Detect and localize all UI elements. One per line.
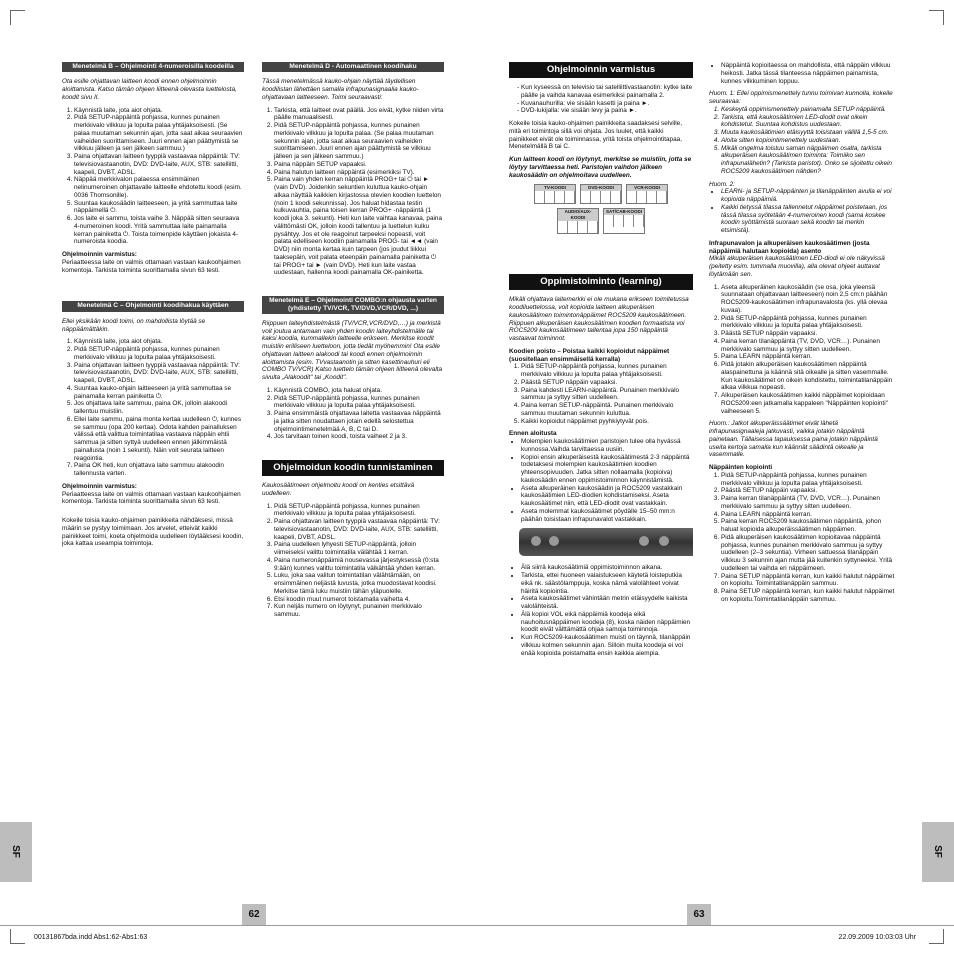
right-column-2: [709, 62, 895, 872]
section-title-verify: Ohjelmoinnin varmistus: [509, 62, 693, 78]
right-page: [477, 0, 954, 954]
sat-cab-code-box: SAT/CAB-KOODI: [603, 208, 645, 234]
method-b-intro: Ota esille ohjattavan laitteen koodi ennen ohjelmoinnin aloittamista. Katso tämän ohjeen liitteenä olevasta luettelosta, koodit sivu II.: [62, 78, 237, 101]
list-item: 2. Pidä SETUP-näppäintä pohjassa, kunnes punainen merkkivalo vilkkuu ja lopulta palaa yhtäjaksoisesti.: [721, 315, 895, 331]
section-title-learning: Oppimistoiminto (learning): [509, 274, 693, 290]
list-item: 7. Alkuperäisen kaukosäätimen kaikki näppäimet kopioidaan ROC5209:een jatkamalla kappaleen "Näppäinten kopiointi" vaiheeseen 5.: [721, 392, 895, 415]
list-item: 3. Paina ohjattavan laitteen tyyppiä vastaavaa näppäintä: TV: televisiovastaanotin, DVD: DVD-laite, AUX, STB: satelliitti, kaapeli, DVBT, ADSL.: [74, 153, 244, 176]
left-column-1: [62, 62, 244, 842]
list-item: 4. Paina kerran tilanäppäintä (TV, DVD, VCR…). Punainen merkkivalo sammuu ja syttyy sitten uudelleen.: [721, 338, 895, 354]
footer-rule: [0, 925, 954, 926]
method-e-steps: [262, 387, 444, 441]
list-item: 7. Kun neljäs numero on löytynyt, punainen merkkivalo sammuu.: [274, 603, 444, 619]
method-c-steps: [62, 338, 244, 478]
page-number: 63: [687, 904, 711, 926]
left-column-2: [262, 62, 444, 842]
list-item: • Aseta kaukosäätimet vähintään metrin etäisyydelle kaikista valolähteistä.: [521, 595, 693, 611]
list-item: 2. Paina ohjattavan laitteen tyyppiä vastaavaa näppäintä: TV: televisiovastaanotin, DVD: DVD-laite, AUX, STB: satelliitti, kaapeli, DVBT, ADSL.: [274, 518, 444, 541]
list-item: • Tarkista, ettei huoneen valaistukseen käytetä loisteputkia eikä nk. säästölamppuja, koska nämä valolähteet voivat häiritä kopiointia.: [521, 572, 693, 595]
before-title: Ennen aloitusta: [509, 430, 557, 438]
list-item: 2. Pidä SETUP-näppäintä pohjassa, kunnes punainen merkkivalo vilkkuu ja lopulta palaa yhtäjaksoisesti.: [274, 395, 444, 411]
vcr-code-box: VCR-KOODI: [626, 184, 668, 204]
learn-top-items: [709, 62, 895, 85]
list-item: • Molempien kaukosäätimien paristojen tulee olla hyvässä kunnossa.Vaihda tarvittaessa uusiin.: [521, 438, 693, 454]
copy-title: Näppäinten kopiointi: [709, 464, 773, 471]
list-item: 2. Pidä SETUP-näppäintä pohjassa, kunnes punainen merkkivalo vilkkuu ja lopulta palaa yhtäjaksoisesti.: [74, 346, 244, 362]
note2-title: Huom. 2:: [709, 180, 735, 188]
list-item: 3. Paina kahdesti LEARN-näppäintä. Punainen merkkivalo sammuu ja syttyy sitten uudelleen.: [521, 387, 693, 403]
method-c-check-title: Ohjelmoinnin varmistus:: [62, 482, 137, 490]
list-item: 3. Paina näppäin SETUP vapaaksi.: [274, 161, 444, 169]
list-item: 6. Ellei laite sammu, paina monta kertaa uudelleen ⏻, kunnes se sammuu (opa 200 kertaa). Odota kahden painalluksen välissä että valittua toimintatilaa vastaava näppäin ehtii sammua ja sitten syttyä uudelleen ennen jälkimmäistä painallusta (noin 1 sekunti). Näin voit seurata laitteen reagointia.: [74, 416, 244, 463]
list-item: 4. Paina LEARN näppäintä kerran.: [721, 511, 895, 519]
list-item: 5. Mikäli ongelma toistuu saman näppäimen osalta, tarkista alkuperäisen kaukosäätimen toiminta: Toimiiko sen infrapunalähetin? (Tarkista paristot). Onko se sijoitettu oikein ROC5209 kaukosäätimen nähden?: [721, 145, 895, 176]
list-item: 6. Pidä alkuperäisen kaukosäätimen kopioitavaa näppäintä pohjassa, kunnes punainen merkkivalo sammuu ja syttyy uudelleen (2–3 sekuntia). Virheen sattuessa tilanäppäin vilkkuu 3 sekunnin ajan mutta jää kuitenkin syttyneeksi. Yritä uudelleen tai vaihda eri näppäimeen.: [721, 534, 895, 573]
list-item: • Älä siirrä kaukosäätimiä oppimistoiminnon aikana.: [521, 564, 693, 572]
method-e-intro: Riippuen laiteyhdistelmästä (TV/VCR,VCR/DVD,…) ja merkistä voit joutua antamaan vain yhden koodin laiteyhdistelmälle tai kaksi koodia, kummallekin laitteelle erikseen. Merkitse koodit muistiin erilliseen luetteloon, jotta tiedät myöhemmin! Ota esille ohjattavan laitteen alakoodi tai koodi ennen ohjelmoinnin aloittamista (esim. TVvastaanotin ja sitten kasettinauhuri eli COMBO TV/VCR) Katso luettelo tämän ohjeen liitteenä olevalta sivulta „Alakoodit" tai „Koodit".: [262, 319, 443, 382]
method-b-check-text: Periaatteessa laite on valmis ottamaan vastaan kaukoohjaimen komentoja. Tarkista toiminta suorittamalla sivun 63 testi.: [62, 258, 241, 274]
note1-steps: [709, 106, 895, 176]
list-item: • LEARN- ja SETUP-näppäinten ja tilanäppäinten avulla ei voi kopioida näppäimiä.: [721, 188, 895, 204]
delete-steps: [509, 363, 693, 425]
list-item: • Kaikki tietyssä tilassa tallennetut näppäimet poistetaan, jos tässä tilassa syötetään 4-numeroinen koodi (sama koskee koodin syöttämistä suoraan sekä koodin tai merkin etsimistä).: [721, 204, 895, 235]
section-title-method-b: Menetelmä B – Ohjelmointi 4-numeroisilla koodeilla: [62, 62, 244, 72]
section-title-code-identify: Ohjelmoidun koodin tunnistaminen: [262, 460, 444, 476]
tv-code-box: TV-KOODI: [534, 184, 576, 204]
list-item: 8. Paina SETUP näppäintä kerran, kun kaikki halutut näppäimet on kopioitu.Toimintatilanäppäin sammuu.: [721, 588, 895, 604]
list-item: 4. Aloita sitten kopiointimenettely uudestaan.: [721, 137, 895, 145]
list-item: 7. Paina SETUP näppäintä kerran, kun kaikki halutut näppäimet on kopioitu. Toimintatilanäppäin sammuu.: [721, 573, 895, 589]
list-item: 1. Pidä SETUP-näppäintä pohjassa, kunnes punainen merkkivalo vilkkuu ja lopulta palaa yhtäjaksoisesti.: [521, 363, 693, 379]
list-item: 1. Käynnistä laite, jota aiot ohjata.: [74, 107, 244, 115]
ir-steps: [709, 284, 895, 416]
code-identify-intro: Kaukosäätimeen ohjelmoitu koodi on kenties etsittävä uudelleen.: [262, 482, 415, 497]
section-title-method-c: Menetelmä C – Ohjelmointi koodihakua käyttäen: [62, 301, 244, 311]
delete-title: Koodien poisto – Poistaa kaikki kopioidut näppäimet (suositellaan ensimmäisellä kerralla): [509, 347, 670, 363]
page-number: 62: [242, 904, 266, 926]
list-item: • Kopioi ensin alkuperäisestä kaukosäätimestä 2-3 näppäintä todetaksesi molempien kaukosäätimien koodien yhteensopivuuden. Jatka sitten nollaamalla (kopioiva) kaukosäädin ennen oppimistoiminnon käynnistämistä.: [521, 454, 693, 485]
ir-title: Infrapunavalon ja alkuperäisen kaukosäätimen (josta näppäimiä halutaan kopioida) asento: [709, 239, 870, 255]
list-item: 5. Luku, joka saa valitun toimintatilan välähtämään, on ensimmäinen neljästä luvusta, jotka muodostavat koodisi. Merkitse tämä luku muistiin tähän yläpuolelle.: [274, 572, 444, 595]
crop-mark: [10, 10, 25, 25]
list-item: • Aseta molemmat kaukosäätimet pöydälle 15–50 mm:n päähän toisistaan infrapunavalot vastakkain.: [521, 508, 693, 524]
verify-text: Kokeile toisia kauko-ohjaimen painikkeita saadaksesi selville, mitä eri toimintoja sillä voi ohjata. Jos luulet, että kaikki painikkeet eivät ole toiminnassa, yritä toista ohjelmointitapaa, Menetelmällä B tai C.: [509, 120, 682, 151]
method-b-check-title: Ohjelmoinnin varmistus:: [62, 251, 137, 259]
list-item: 5. Kaikki kopioidut näppäimet pyyhkiytyvät pois.: [521, 418, 693, 426]
note2-items: [709, 188, 895, 235]
crop-mark: [929, 929, 944, 944]
list-item: 1. Keskeytä oppimismenettely painamalla SETUP näppäintä.: [721, 106, 895, 114]
language-side-tab: SF: [922, 822, 954, 882]
verify-note: Kun laitteen koodi on löytynyt, merkitse se muistiin, jotta se löytyy tarvittaessa heti. Paristojen vaihdon jälkeen kaukosäädin on ohjelmoitava uudelleen.: [509, 156, 692, 179]
crop-mark: [10, 929, 25, 944]
right-column-1: [509, 62, 693, 872]
learning-intro: Mikäli ohjattava laitemerkki ei ole mukana erikseen toimitetussa koodiluettelossa, voit kopioida laitteen alkuperäisen kaukosäätimen toimintonäppäimet ROC5209 kaukosäätimeen. Riippuen alkuperäisen kaukosäätimen koodien formaatista voi ROC5209 kaukosäätimeen tallentaa jopa 150 näppäintä vastaavat toiminnot.: [509, 296, 689, 342]
list-item: 1. Tarkista, että laitteet ovat päällä. Jos eivät, kytke niiden virta päälle manuaalisesti.: [274, 107, 444, 123]
list-item: 4. Paina kerran SETUP-näppäintä. Punainen merkkivalo sammuu muutaman sekunnin kuluttua.: [521, 402, 693, 418]
list-item: • Aseta alkuperäinen kaukosäädin ja ROC5209 vastakkain kaukosäätimien LED-diodien kohdistamiseksi. Aseta kaukosäätimet niin, että LED-diodit ovat vastakkain.: [521, 485, 693, 508]
remote-alignment-image: [519, 528, 693, 556]
method-d-steps: [262, 107, 444, 278]
list-item: 1. Aseta alkuperäinen kaukosäädin (se osa, joka yleensä suunnataan ohjattavaan laitteeseen) noin 2,5 cm:n päähän ROC5209-kaukosäätimen infrapunavalosta (ks. yllä olevaa kuvaa).: [721, 284, 895, 315]
method-d-intro: Tässä menetelmässä kauko-ohjain näyttää täydellisen koodilistan lähettäen samalla infrapunasignaalia kauko-ohjattavaan laitteeseen. Toimi seuraavasti:: [262, 78, 419, 101]
list-item: 1. Käynnistä COMBO, jota haluat ohjata.: [274, 387, 444, 395]
list-item: 2. Pidä SETUP-näppäintä pohjassa, kunnes punainen merkkivalo vilkkuu ja lopulta palaa yhtäjaksoisesti. (Se palaa muutaman sekunnin ajan, jotta saat aikaa seuraavien vaiheiden suorittamiseen. Juuri ennen ajan päättymistä se vilkkuu jälleen ja sen jälkeen sammuu.): [74, 114, 244, 153]
list-item: 3. Paina uudelleen lyhyesti SETUP-näppäintä, jolloin viimeiseksi valittu toimintatila välähtää 1 kerran.: [274, 541, 444, 557]
section-title-method-d: Menetelmä D - Automaattinen koodihaku: [262, 62, 444, 72]
list-item: 1. Käynnistä laite, jota aiot ohjata.: [74, 338, 244, 346]
copy-steps: [709, 472, 895, 604]
note3: Huom.: Jatkot alkuperäissäätimet eivät lähetä infrapunasignaaleja jatkuvasti, vaikka jotakin näppäintä painetaan. Tällaisessa tapauksessa paina jotakin näppäintä useita kertoja samalla kun käännät säädintä oikealle ja vasemmalle.: [709, 420, 878, 459]
list-item: • Kun ROC5209-kaukosäätimen muisti on täynnä, tilanäppäin vilkkuu kolmen sekunnin ajan. Silloin muita koodeja ei voi enää kopioida poistamatta ensin kaikkia aiempia.: [521, 634, 693, 657]
list-item: 4. Paina halutun laitteen näppäintä (esimerkiksi TV).: [274, 169, 444, 177]
before-items: [509, 438, 693, 523]
device-code-row-bottom: [509, 208, 693, 234]
list-item: 5. Paina kerran ROC5209 kaukosäätimen näppäintä, johon haluat kopioida alkuperäissäätimen näppäimen.: [721, 518, 895, 534]
list-item: - Kuvanauhurilla: vie sisään kasetti ja paina ►.: [521, 100, 693, 108]
method-b-steps: [62, 107, 244, 247]
list-item: 4. Paina numeronäppäimiä nousevassa järjestyksessä (0:sta 9:ään) kunnes valittu toimintatila välkähtää yhden kerran.: [274, 557, 444, 573]
list-item: • Älä kopioi VOL eikä näppäimiä koodeja eikä nauhoitusnäppäimen koodeja (8), koska näiden näppäimien koodit eivät välttämättä ohjaa samoja toiminnoja.: [521, 611, 693, 634]
list-item: 5. Jos ohjattava laite sammuu, paina OK, jolloin alakoodi tallentuu muistiin.: [74, 400, 244, 416]
list-item: 6. Pidä jotakin alkuperäisen kaukosäätimen näppäintä alaspainettuna ja käännä sitä oikealle ja sitten vasemmalle. Kun kaukosäätimet on oikein kohdistettu, toimintatilanäppäin alkaa vilkkua nopeasti.: [721, 361, 895, 392]
method-c-intro: Ellei yksikään koodi toimi, on mahdollista löytää se näppäämättäkin.: [62, 317, 206, 333]
verify-items: [509, 84, 693, 115]
list-item: - DVD-lukijalla: vie sisään levy ja paina ►.: [521, 107, 693, 115]
list-item: 2. Päästä SETUP näppäin vapaaksi.: [521, 379, 693, 387]
list-item: 4. Jos tarvitaan toinen koodi, toista vaiheet 2 ja 3.: [274, 433, 444, 441]
list-item: 5. Suuntaa kaukosäädin laitteeseen, ja yritä sammuttaa laite näppäimellä ⏻.: [74, 200, 244, 216]
audio-aux-code-box: AUDIO/AUX-KOODI: [557, 208, 599, 234]
list-item: - Kun kyseessä on televisio tai satelliittivastaanotin: kytke laite päälle ja vaihda kanavaa esimerkiksi painamalla 2.: [521, 84, 693, 100]
list-item: 1. Pidä SETUP-näppäintä pohjassa, kunnes punainen merkkivalo vilkkuu ja lopulta palaa yhtäjaksoisesti.: [274, 503, 444, 519]
device-code-row-top: [509, 184, 693, 204]
method-c-check-text: Periaatteessa laite on valmis ottamaan vastaan kaukoohjaimen komentoja. Tarkista toiminta suorittamalla sivun 63 testi.: [62, 490, 241, 506]
footer-file-info: 00131867bda.indd Abs1:62-Abs1:63: [34, 934, 148, 941]
list-item: 1. Pidä SETUP-näppäintä pohjassa, kunnes punainen merkkivalo vilkkuu ja lopulta palaa yhtäjaksoisesti.: [721, 472, 895, 488]
device-code-grid: [509, 184, 693, 234]
crop-mark: [929, 10, 944, 25]
list-item: 5. Paina LEARN näppäintä kerran.: [721, 353, 895, 361]
list-item: 2. Pidä SETUP-näppäintä pohjassa, kunnes punainen merkkivalo vilkkuu ja lopulta palaa. (Se palaa muutaman sekunnin ajan, jotta saat aikaa seuraavien vaiheiden suorittamiseen. Juuri ennen ajan päättymistä se vilkkuu jälleen ja sen jälkeen sammuu.): [274, 122, 444, 161]
list-item: 4. Suuntaa kauko-ohjain laitteeseen ja yritä sammuttaa se painamalla kerran painiketta ⏻.: [74, 385, 244, 401]
method-c-outro: Kokeile toisia kauko-ohjaimen painikkeita nähdäksesi, missä määrin se pystyy toimimaan. Jos arvelet, etteivät kaikki painikkeet toimi, koeta ohjelmoida uudelleen löytääksesi koodin, joka kattaa useampia toimintoja.: [62, 517, 244, 548]
list-item: 2. Päästä SETUP näppäin vapaaksi.: [721, 487, 895, 495]
code-identify-steps: [262, 503, 444, 619]
list-item: 2. Tarkista, että kaukosäätimien LED-diodit ovat oikein kohdistetut. Suuntaa kohdistus uudestaan.: [721, 114, 895, 130]
list-item: 3. Paina ensimmäistä ohjattavaa laitetta vastaavaa näppäintä ja jatka sitten noudattaen jotain edellä selostettua ohjelmointimenetelmää A, B, C tai D.: [274, 410, 444, 433]
more-items: [509, 564, 693, 657]
list-item: 5. Paina vain yhden kerran näppäintä PROG+ tai ⏻ tai ► (vain DVD). Joidenkin sekuntien kuluttua kauko-ohjain alkaa näyttää kaikkien kirjastossa olevien koodien luettelon (noin 1 koodi sekunnissa). Jos haluat hidastaa testin kulkuvauhtia, paina toisen kerran PROG+ -näppäintä (1 koodi joka 3. sekunti). Heti kun laite vaihtaa kanavaa, paina välittömästi OK, jolloin koodi tallentuu ja luettelun kulku pysähtyy. Jos et ole reagoinut tarpeeksi nopeasti, voit palata edelliseen koodiin painamalla PROG- tai ◄◄ (vain DVD) niin monta kertaa kuin tarpeen (jos joudut liikkui taaksepäin, voit palata eteenpäin painamalla painiketta ⏻ tai PROG+ tai ► (vain DVD). Heti kun laite vastaa uudestaan, hallenna koodi painamalla OK-painiketta.: [274, 176, 444, 277]
list-item: 6. Etsi koodin muut numerot toistamalla vaihetta 4.: [274, 596, 444, 604]
list-item: 6. Jos laite ei sammu, toista vaihe 3. Näppää sitten seuraava 4-numeroinen koodi. Yritä sammuttaa laite painamalla kerran painiketta ⏻. Toista toimenpide käyttäen jokaista 4-numeroista koodia.: [74, 215, 244, 246]
list-item: 3. Paina ohjattavan laitteen tyyppiä vastaavaa näppäintä: TV: televisiovastaanotin, DVD: DVD-laite, AUX, STB: satelliitti, kaapeli, DVBT, ADSL.: [74, 362, 244, 385]
list-item: 7. Paina OK heti, kun ohjattava laite sammuu alakoodin tallennusta varten.: [74, 462, 244, 478]
footer-date: 22.09.2009 10:03:03 Uhr: [838, 934, 916, 941]
list-item: 3. Paina kerran tilanäppäintä (TV, DVD, VCR…). Punainen merkkivalo sammuu ja syttyy sitten uudelleen.: [721, 495, 895, 511]
dvd-code-box: DVD-KOODI: [580, 184, 622, 204]
list-item: 4. Näppää merkkivalon palaessa ensimmäinen nelinumeroinen ohjattavalle laitteelle ehdotettu koodi (esim. 0036 Thomsonille).: [74, 176, 244, 199]
list-item: 3. Päästä SETUP näppäin vapaaksi.: [721, 330, 895, 338]
list-item: 3. Muuta kaukosäätimien etäisyyttä toisistaan välillä 1,5-5 cm.: [721, 129, 895, 137]
ir-intro: Mikäli alkuperäisen kaukosäätimen LED-diodi ei ole näkyvissä (peitetty esim. tummalla muovilla), alla olevat ohjeet auttavat löytämään sen.: [709, 255, 885, 278]
note1-title: Huom. 1: Ellei oppimismenettely tunnu toimivan kunnolla, kokeile seuraavaa:: [709, 90, 893, 105]
section-title-method-e: Menetelmä E – Ohjelmointi COMBO:n ohjausta varten (yhdistetty TV/VCR, TV/DVD,VCR/DVD, ...): [262, 296, 444, 314]
language-side-tab: SF: [0, 822, 32, 882]
list-item: • Näppäintä kopioitaessa on mahdollista, että näppäin vilkkuu heikosti. Jatka tässä tilanteessa näppäimen painamista, kunnes vilkkuminen loppuu.: [721, 62, 895, 85]
